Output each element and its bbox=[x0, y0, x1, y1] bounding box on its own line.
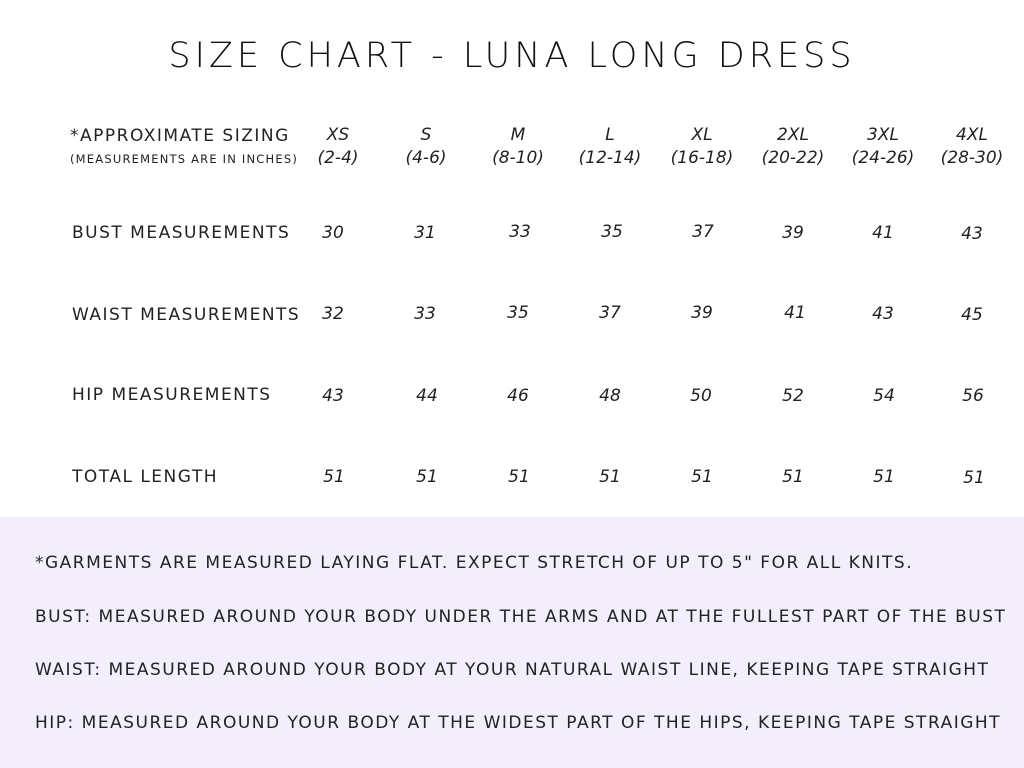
measurement-notes-panel bbox=[0, 517, 1024, 768]
size-range: (20-22) bbox=[761, 148, 825, 168]
size-range: (8-10) bbox=[492, 148, 544, 168]
size-range: (12-14) bbox=[578, 148, 642, 168]
size-name: L bbox=[605, 125, 615, 145]
table-cell: 41 bbox=[872, 223, 894, 243]
size-header-4xl bbox=[922, 124, 1022, 170]
table-cell: 48 bbox=[599, 386, 621, 406]
size-name: 4XL bbox=[956, 125, 988, 145]
page-title: SIZE CHART - LUNA LONG DRESS bbox=[168, 36, 856, 76]
size-header-2xl bbox=[743, 124, 843, 170]
table-cell: 43 bbox=[872, 304, 894, 324]
size-range: (2-4) bbox=[317, 148, 359, 168]
row-label-total-length: TOTAL LENGTH bbox=[72, 467, 218, 487]
table-cell: 51 bbox=[782, 467, 804, 487]
table-cell: 51 bbox=[599, 467, 621, 487]
table-cell: 51 bbox=[323, 467, 345, 487]
measurement-unit-note: (MEASUREMENTS ARE IN INCHES) bbox=[70, 152, 299, 166]
row-label-waist: WAIST MEASUREMENTS bbox=[72, 305, 301, 325]
table-cell: 54 bbox=[873, 386, 895, 406]
table-cell: 30 bbox=[322, 223, 344, 243]
table-cell: 51 bbox=[416, 467, 438, 487]
size-name: XL bbox=[691, 125, 713, 145]
table-cell: 51 bbox=[873, 467, 895, 487]
table-cell: 51 bbox=[963, 468, 985, 488]
table-cell: 39 bbox=[691, 303, 713, 323]
size-name: XS bbox=[326, 125, 350, 145]
size-name: 2XL bbox=[777, 125, 809, 145]
table-cell: 37 bbox=[692, 222, 714, 242]
table-cell: 31 bbox=[414, 223, 436, 243]
size-range: (16-18) bbox=[670, 148, 734, 168]
table-cell: 43 bbox=[322, 386, 344, 406]
size-name: S bbox=[420, 125, 432, 145]
table-cell: 45 bbox=[961, 305, 983, 325]
size-name: M bbox=[510, 125, 526, 145]
row-label-bust: BUST MEASUREMENTS bbox=[72, 223, 291, 243]
note-waist: WAIST: MEASURED AROUND YOUR BODY AT YOUR NATURAL WAIST LINE, KEEPING TAPE STRAIGHT bbox=[35, 660, 990, 680]
table-cell: 33 bbox=[414, 304, 436, 324]
table-cell: 51 bbox=[691, 467, 713, 487]
table-cell: 46 bbox=[507, 386, 529, 406]
table-cell: 35 bbox=[507, 303, 529, 323]
size-header-l bbox=[560, 124, 660, 170]
note-garments: *GARMENTS ARE MEASURED LAYING FLAT. EXPECT STRETCH OF UP TO 5" FOR ALL KNITS. bbox=[35, 553, 914, 573]
table-cell: 50 bbox=[690, 386, 712, 406]
size-range: (4-6) bbox=[405, 148, 447, 168]
table-cell: 44 bbox=[416, 386, 438, 406]
size-range: (24-26) bbox=[851, 148, 915, 168]
size-header-3xl bbox=[833, 124, 933, 170]
table-cell: 43 bbox=[961, 224, 983, 244]
size-name: 3XL bbox=[867, 125, 899, 145]
table-cell: 39 bbox=[782, 223, 804, 243]
approximate-sizing-label: *APPROXIMATE SIZING bbox=[70, 126, 290, 146]
table-cell: 37 bbox=[599, 303, 621, 323]
size-header-s bbox=[376, 124, 476, 170]
table-cell: 32 bbox=[322, 304, 344, 324]
note-bust: BUST: MEASURED AROUND YOUR BODY UNDER THE ARMS AND AT THE FULLEST PART OF THE BUST bbox=[35, 607, 1007, 627]
row-label-hip: HIP MEASUREMENTS bbox=[72, 385, 272, 405]
table-cell: 35 bbox=[601, 222, 623, 242]
table-cell: 51 bbox=[508, 467, 530, 487]
size-range: (28-30) bbox=[940, 148, 1004, 168]
size-header-m bbox=[468, 124, 568, 170]
note-hip: HIP: MEASURED AROUND YOUR BODY AT THE WIDEST PART OF THE HIPS, KEEPING TAPE STRAIGHT bbox=[35, 713, 1002, 733]
table-cell: 33 bbox=[509, 222, 531, 242]
table-cell: 56 bbox=[962, 386, 984, 406]
table-cell: 41 bbox=[784, 303, 806, 323]
size-header-xl bbox=[652, 124, 752, 170]
table-cell: 52 bbox=[782, 386, 804, 406]
size-header-xs bbox=[288, 124, 388, 170]
